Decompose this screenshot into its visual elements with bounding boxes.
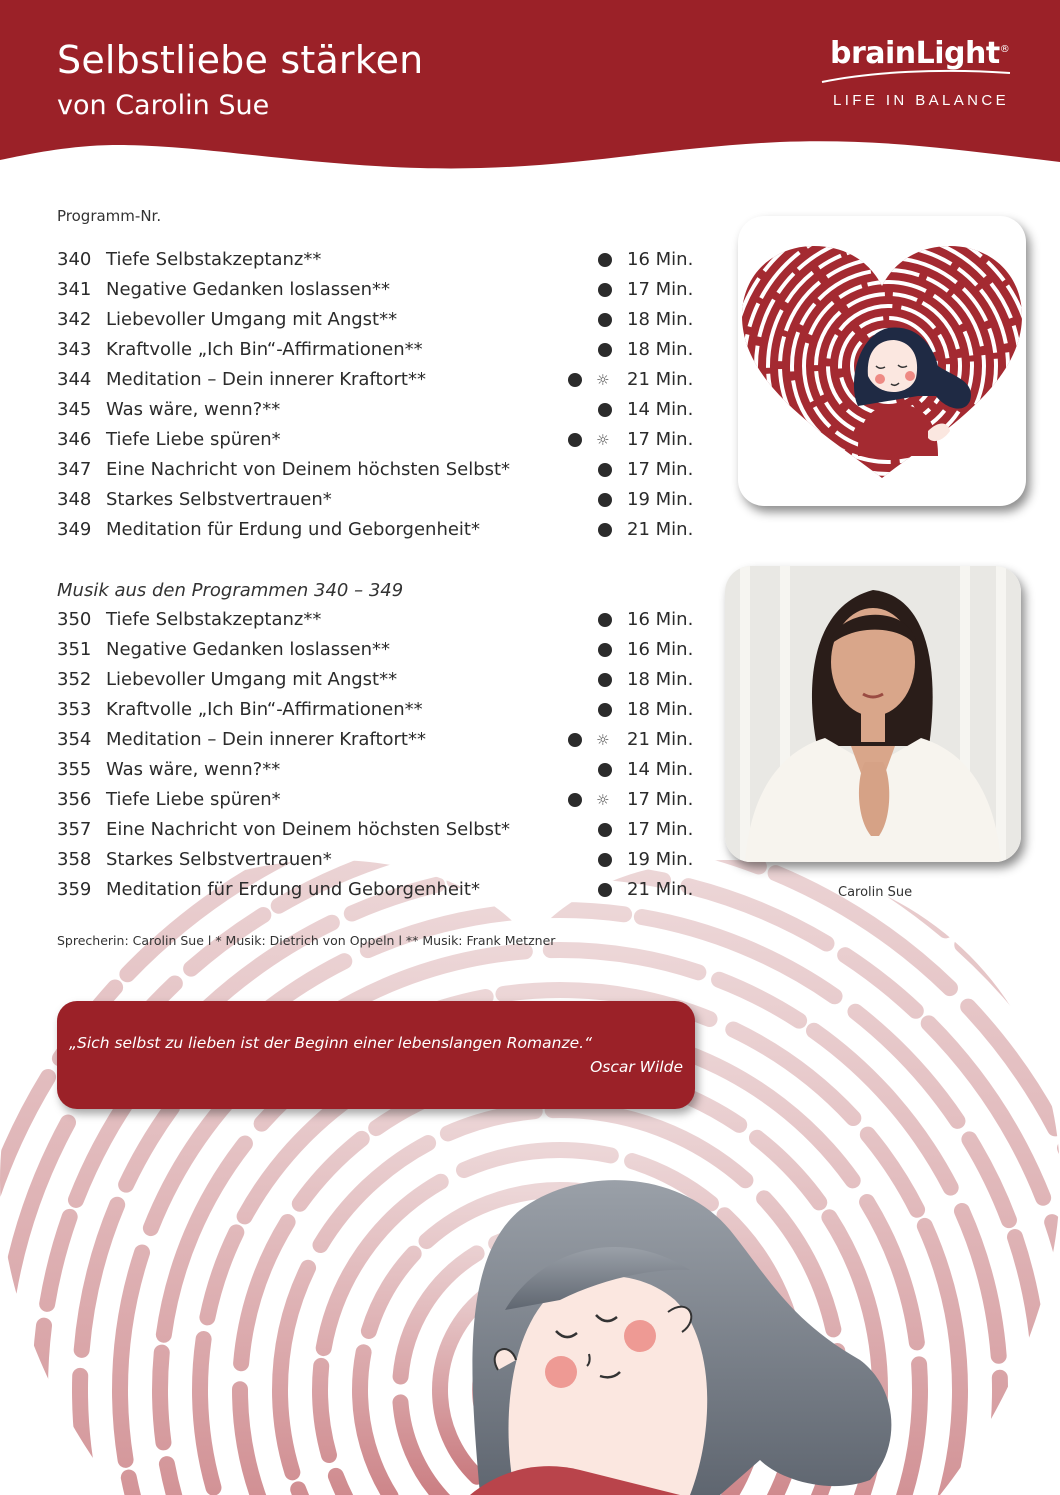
program-number: 347 (57, 459, 92, 480)
heart-illustration-card (738, 216, 1026, 506)
program-row (57, 635, 707, 665)
quote-text: „Sich selbst zu lieben ist der Beginn einer lebenslangen Romanze.“ (69, 1034, 593, 1052)
program-dot-icon (598, 253, 612, 267)
program-duration: 19 Min. (627, 489, 694, 510)
program-title: Tiefe Liebe spüren* (106, 429, 281, 450)
program-row (57, 845, 707, 875)
program-duration: 16 Min. (627, 249, 694, 270)
program-dot-icon (598, 643, 612, 657)
header-band (0, 0, 1060, 168)
program-row (57, 605, 707, 635)
program-title: Eine Nachricht von Deinem höchsten Selbst* (106, 819, 511, 840)
program-dot-icon (598, 343, 612, 357)
portrait-photo-card (725, 566, 1021, 862)
program-dot-icon (598, 313, 612, 327)
program-dot-icon (568, 793, 582, 807)
program-duration: 16 Min. (627, 609, 694, 630)
program-number: 351 (57, 639, 92, 660)
program-duration: 14 Min. (627, 759, 694, 780)
page-subtitle: von Carolin Sue (57, 90, 270, 121)
program-dot-icon (568, 733, 582, 747)
program-dot-icon (598, 853, 612, 867)
program-duration: 21 Min. (627, 519, 694, 540)
program-number: 340 (57, 249, 92, 270)
program-duration: 17 Min. (627, 429, 694, 450)
program-title: Tiefe Liebe spüren* (106, 789, 281, 810)
program-number: 350 (57, 609, 92, 630)
light-sun-icon: ☼ (596, 431, 610, 449)
program-number: 355 (57, 759, 92, 780)
quote-author: Oscar Wilde (590, 1058, 683, 1076)
program-duration: 16 Min. (627, 639, 694, 660)
program-duration: 17 Min. (627, 459, 694, 480)
program-dot-icon (598, 823, 612, 837)
program-title: Starkes Selbstvertrauen* (106, 489, 332, 510)
program-title: Tiefe Selbstakzeptanz** (106, 609, 322, 630)
program-row (57, 815, 707, 845)
program-duration: 18 Min. (627, 339, 694, 360)
program-row (57, 455, 707, 485)
program-row (57, 335, 707, 365)
program-row (57, 725, 707, 755)
program-duration: 18 Min. (627, 309, 694, 330)
heart-fingerprint-icon (738, 216, 1026, 506)
program-number: 345 (57, 399, 92, 420)
program-number: 358 (57, 849, 92, 870)
program-number-label: Programm-Nr. (57, 207, 162, 225)
program-number: 356 (57, 789, 92, 810)
music-program-list (57, 605, 707, 905)
program-title: Was wäre, wenn?** (106, 759, 281, 780)
program-duration: 17 Min. (627, 789, 694, 810)
program-duration: 21 Min. (627, 879, 694, 900)
program-row (57, 785, 707, 815)
program-title: Meditation – Dein innerer Kraftort** (106, 729, 426, 750)
program-title: Negative Gedanken loslassen** (106, 639, 391, 660)
photo-caption: Carolin Sue (838, 885, 913, 900)
program-dot-icon (598, 673, 612, 687)
program-title: Tiefe Selbstakzeptanz** (106, 249, 322, 270)
program-title: Liebevoller Umgang mit Angst** (106, 309, 398, 330)
program-number: 343 (57, 339, 92, 360)
program-dot-icon (568, 373, 582, 387)
program-row (57, 365, 707, 395)
logo-registered-mark: ® (999, 44, 1010, 55)
program-duration: 18 Min. (627, 669, 694, 690)
program-dot-icon (598, 763, 612, 777)
program-row (57, 875, 707, 905)
credits-line: Sprecherin: Carolin Sue l * Musik: Dietrich von Oppeln l ** Musik: Frank Metzner (57, 933, 556, 948)
program-list (57, 245, 707, 545)
program-number: 349 (57, 519, 92, 540)
light-sun-icon: ☼ (596, 731, 610, 749)
program-dot-icon (598, 403, 612, 417)
program-dot-icon (568, 433, 582, 447)
program-number: 341 (57, 279, 92, 300)
program-duration: 21 Min. (627, 729, 694, 750)
program-dot-icon (598, 523, 612, 537)
program-title: Kraftvolle „Ich Bin“-Affirmationen** (106, 339, 423, 360)
program-number: 344 (57, 369, 92, 390)
program-number: 357 (57, 819, 92, 840)
program-row (57, 755, 707, 785)
program-number: 354 (57, 729, 92, 750)
program-title: Negative Gedanken loslassen** (106, 279, 391, 300)
program-dot-icon (598, 613, 612, 627)
program-row (57, 695, 707, 725)
program-title: Kraftvolle „Ich Bin“-Affirmationen** (106, 699, 423, 720)
program-title: Eine Nachricht von Deinem höchsten Selbst* (106, 459, 511, 480)
quote-box (57, 1001, 695, 1109)
program-duration: 21 Min. (627, 369, 694, 390)
program-title: Meditation für Erdung und Geborgenheit* (106, 519, 480, 540)
page-title: Selbstliebe stärken (57, 38, 424, 82)
light-sun-icon: ☼ (596, 371, 610, 389)
program-row (57, 395, 707, 425)
program-number: 352 (57, 669, 92, 690)
program-title: Was wäre, wenn?** (106, 399, 281, 420)
program-duration: 19 Min. (627, 849, 694, 870)
program-dot-icon (598, 463, 612, 477)
program-duration: 17 Min. (627, 279, 694, 300)
portrait-photo (725, 566, 1021, 862)
program-row (57, 485, 707, 515)
program-number: 359 (57, 879, 92, 900)
brand-tagline: LIFE IN BALANCE (833, 92, 1010, 109)
program-row (57, 665, 707, 695)
program-number: 346 (57, 429, 92, 450)
program-duration: 18 Min. (627, 699, 694, 720)
program-row (57, 425, 707, 455)
program-duration: 17 Min. (627, 819, 694, 840)
program-number: 342 (57, 309, 92, 330)
program-row (57, 305, 707, 335)
music-section-label: Musik aus den Programmen 340 – 349 (57, 580, 404, 601)
program-title: Meditation – Dein innerer Kraftort** (106, 369, 426, 390)
program-row (57, 245, 707, 275)
light-sun-icon: ☼ (596, 791, 610, 809)
logo-text: brainLight (830, 36, 1000, 71)
program-duration: 14 Min. (627, 399, 694, 420)
program-number: 348 (57, 489, 92, 510)
program-dot-icon (598, 883, 612, 897)
program-dot-icon (598, 493, 612, 507)
program-number: 353 (57, 699, 92, 720)
program-dot-icon (598, 703, 612, 717)
brand-logo (830, 36, 1009, 71)
program-row (57, 515, 707, 545)
program-dot-icon (598, 283, 612, 297)
program-row (57, 275, 707, 305)
program-title: Meditation für Erdung und Geborgenheit* (106, 879, 480, 900)
program-title: Liebevoller Umgang mit Angst** (106, 669, 398, 690)
program-title: Starkes Selbstvertrauen* (106, 849, 332, 870)
